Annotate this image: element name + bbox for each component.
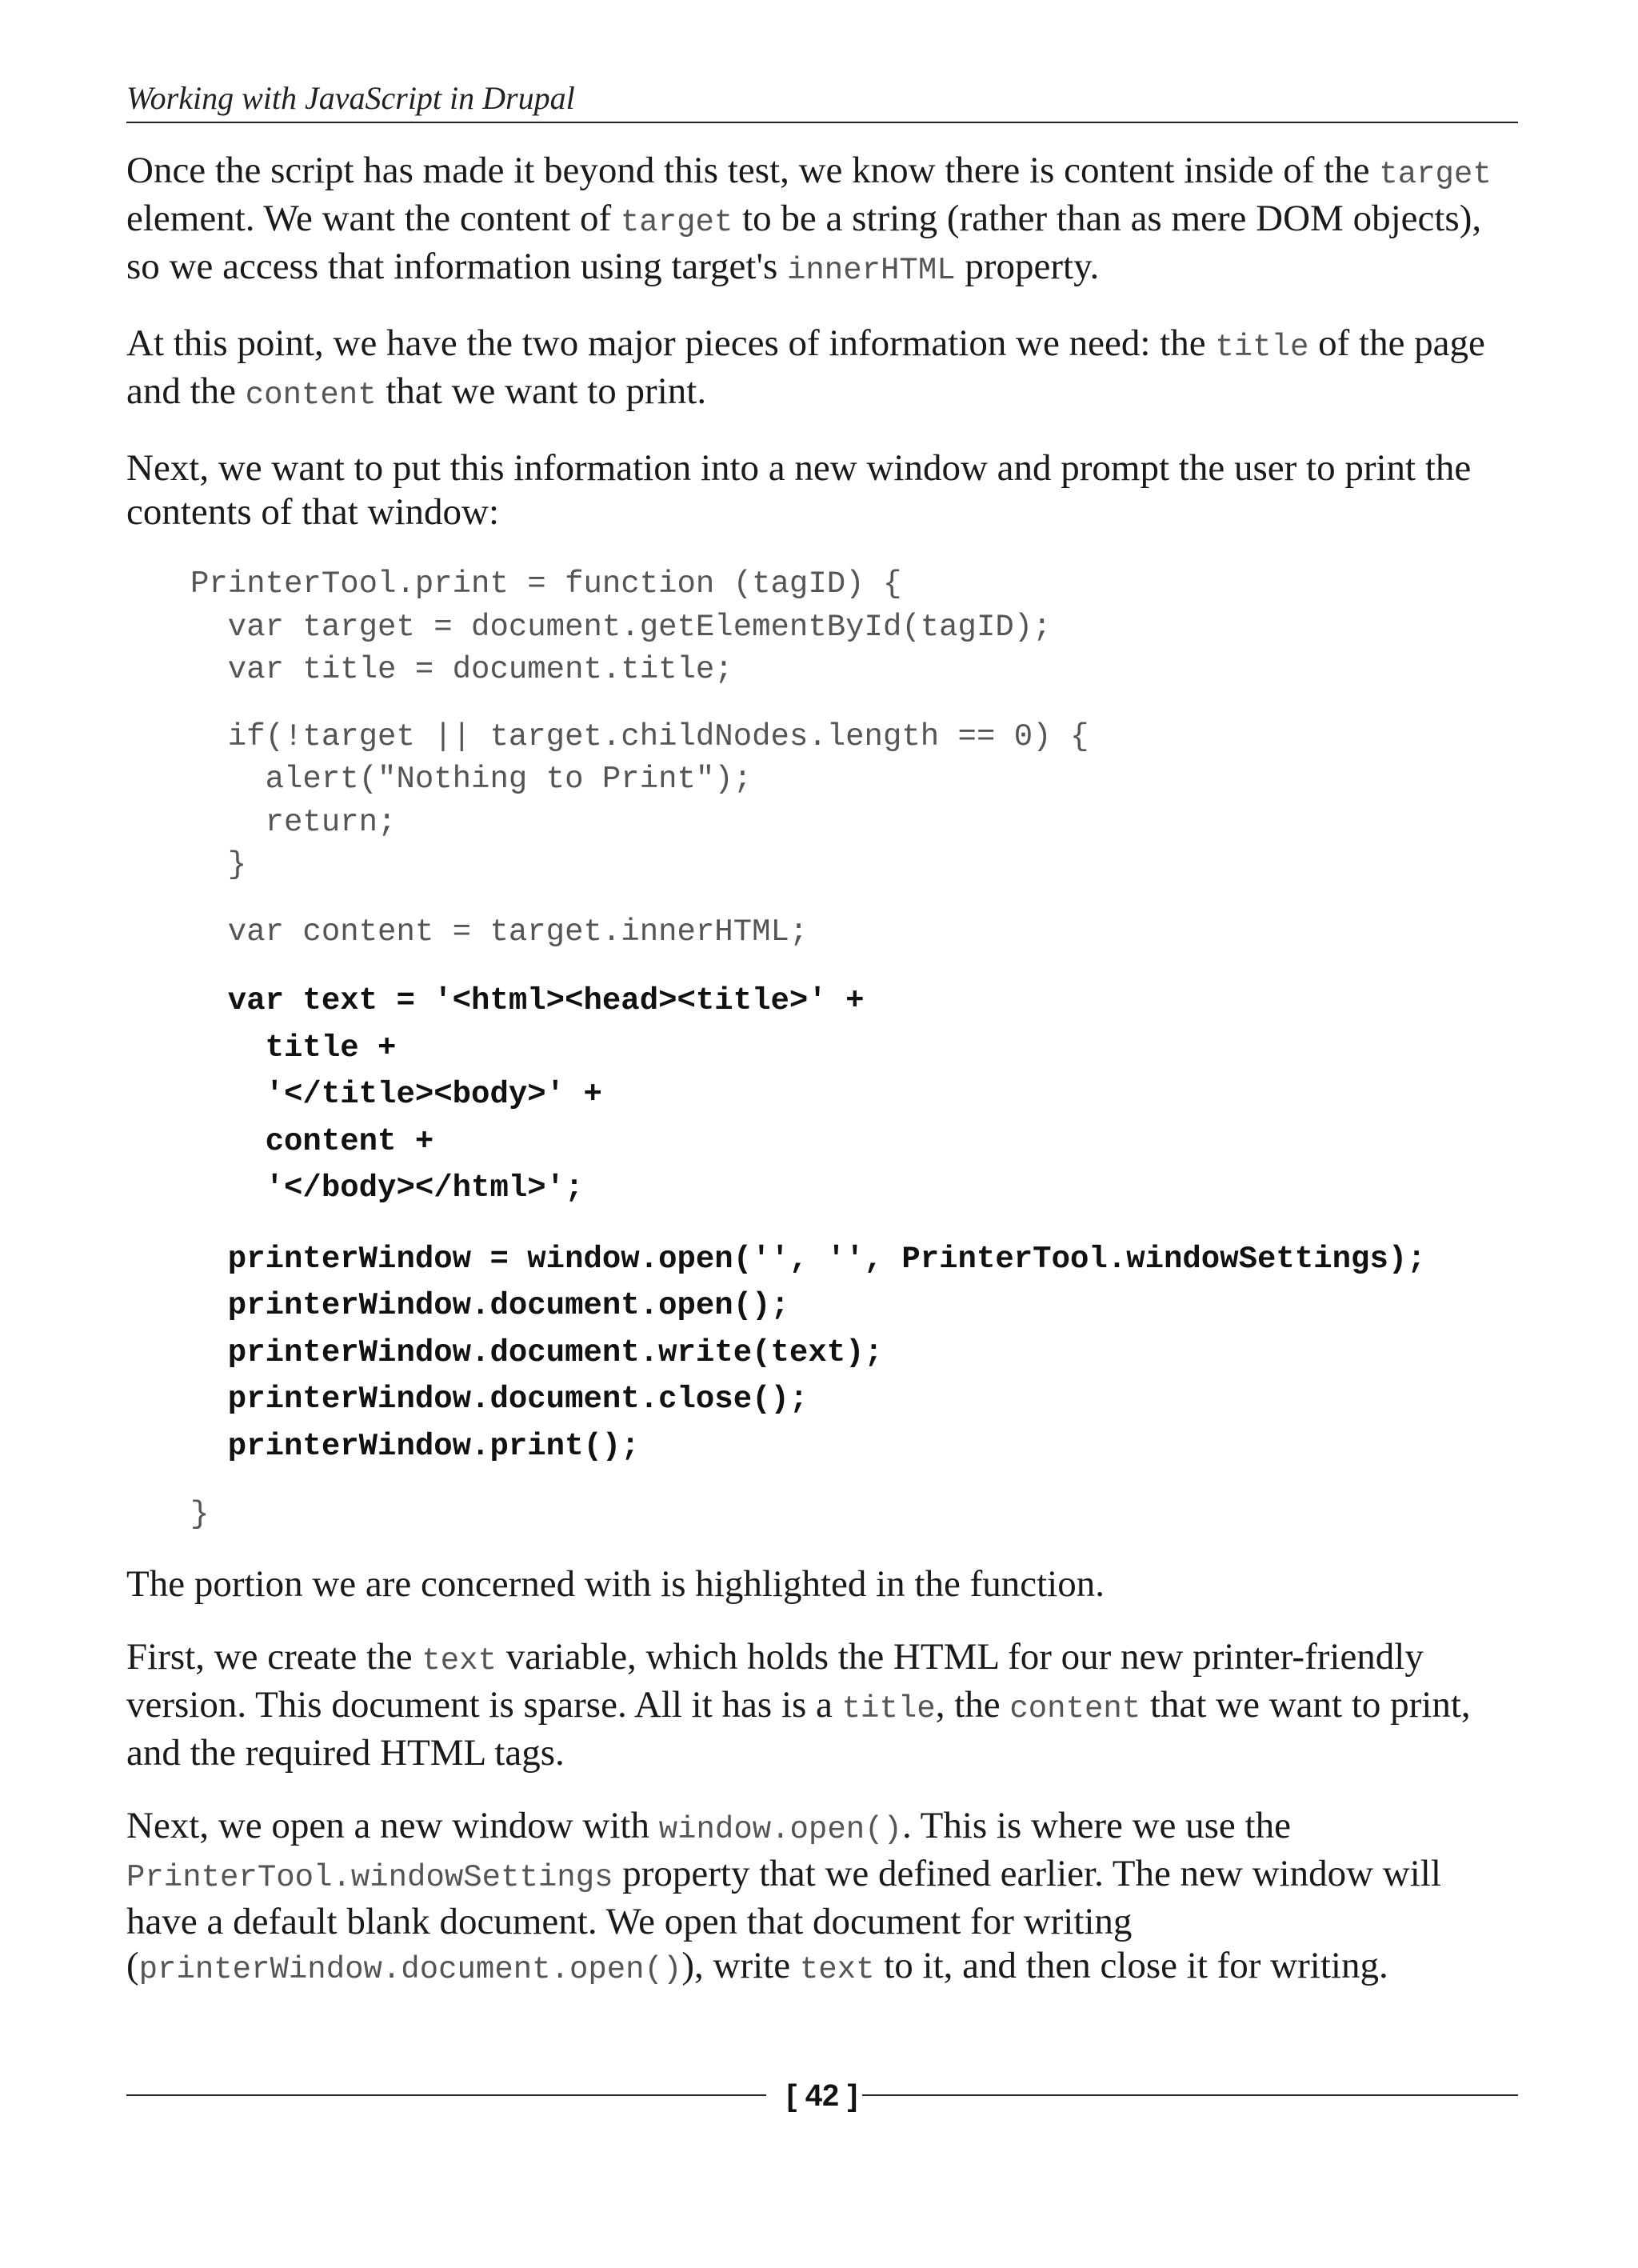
inline-code: printerWindow.document.open() (138, 1951, 682, 1987)
text-run: to be a string (rather than as mere DOM objects), so we access that information using target's (126, 198, 1482, 287)
code-listing (190, 563, 1518, 1537)
text-run: , the (935, 1683, 1010, 1726)
highlighted-code-line: title + (190, 1030, 397, 1066)
text-run: Once the script has made it beyond this test, we know there is content inside of the (126, 150, 1380, 191)
paragraph-6 (126, 1804, 1518, 1992)
highlighted-code-line: content + (190, 1123, 434, 1159)
text-run: variable, which holds the HTML for our new printer-friendly version. This document is sparse. All it has is a (126, 1635, 1424, 1726)
running-header (126, 77, 1518, 123)
code-line: var target = document.getElementById(tagID); (190, 609, 1052, 645)
code-spacer (190, 954, 1518, 978)
paragraph-2 (126, 322, 1518, 418)
text-run: ), write (681, 1944, 800, 1986)
text-run: Next, we want to put this information into a new window and prompt the user to print the contents of that window: (126, 447, 1472, 533)
code-spacer (190, 887, 1518, 911)
code-line: } (190, 847, 247, 882)
text-run: . This is where we use the (901, 1804, 1291, 1846)
text-run: that we want to print. (376, 370, 707, 412)
highlighted-code-line: printerWindow.document.close(); (190, 1382, 809, 1417)
inline-code: content (245, 378, 377, 413)
highlighted-code-line: '</title><body>' + (190, 1077, 602, 1112)
code-spacer (190, 1212, 1518, 1236)
code-line: } (190, 1497, 210, 1532)
paragraph-5 (126, 1635, 1518, 1775)
text-run: The portion we are concerned with is highlighted in the function. (126, 1562, 1105, 1605)
paragraph-1 (126, 149, 1518, 293)
text-run: of the page and the (126, 322, 1485, 412)
text-run: that we want to print, and the required HTML tags. (126, 1683, 1471, 1774)
inline-code: text (421, 1642, 497, 1678)
highlighted-code-line: var text = '<html><head><title>' + (190, 983, 865, 1018)
page-body (126, 149, 1518, 2021)
inline-code: window.open() (658, 1811, 902, 1847)
highlighted-code-line: '</body></html>'; (190, 1170, 584, 1206)
text-run: At this point, we have the two major pieces of information we need: the (126, 322, 1216, 364)
inline-code: PrinterTool.windowSettings (126, 1859, 613, 1895)
inline-code: title (1215, 330, 1309, 365)
paragraph-4 (126, 1562, 1518, 1606)
highlighted-code-line: printerWindow = window.open('', '', PrinterTool.windowSettings); (190, 1241, 1426, 1277)
inline-code: title (841, 1690, 936, 1726)
text-run: to it, and then close it for writing. (874, 1944, 1388, 1986)
code-line: alert("Nothing to Print"); (190, 762, 753, 797)
page-number: [ 42 ] (786, 2079, 858, 2113)
text-run: property. (955, 246, 1100, 287)
code-spacer (190, 692, 1518, 716)
code-line: if(!target || target.childNodes.length == 0) { (190, 718, 1089, 754)
text-run: First, we create the (126, 1635, 422, 1678)
code-line: PrinterTool.print = function (tagID) { (190, 566, 902, 602)
highlighted-code-line: printerWindow.print(); (190, 1428, 640, 1464)
inline-code: target (620, 205, 733, 240)
inline-code: text (799, 1951, 875, 1987)
text-run: Next, we open a new window with (126, 1804, 659, 1846)
page-footer (126, 2072, 1518, 2120)
code-spacer (190, 1470, 1518, 1494)
footer-rule-right (862, 2094, 1518, 2096)
inline-code: content (1009, 1690, 1141, 1726)
text-run: element. We want the content of (126, 198, 621, 239)
code-line: var content = target.innerHTML; (190, 914, 809, 950)
post-code-section (126, 1562, 1518, 1992)
running-header-title: Working with JavaScript in Drupal (126, 80, 575, 116)
code-line: return; (190, 804, 397, 840)
inline-code: target (1379, 157, 1492, 192)
paragraph-3 (126, 446, 1518, 534)
highlighted-code-line: printerWindow.document.write(text); (190, 1334, 883, 1370)
inline-code: innerHTML (787, 253, 956, 288)
text-run: property that we defined earlier. The new window will have a default blank document. We open that document for writing ( (126, 1852, 1441, 1986)
footer-rule-left (126, 2094, 766, 2096)
highlighted-code-line: printerWindow.document.open(); (190, 1288, 789, 1323)
code-line: var title = document.title; (190, 652, 733, 687)
